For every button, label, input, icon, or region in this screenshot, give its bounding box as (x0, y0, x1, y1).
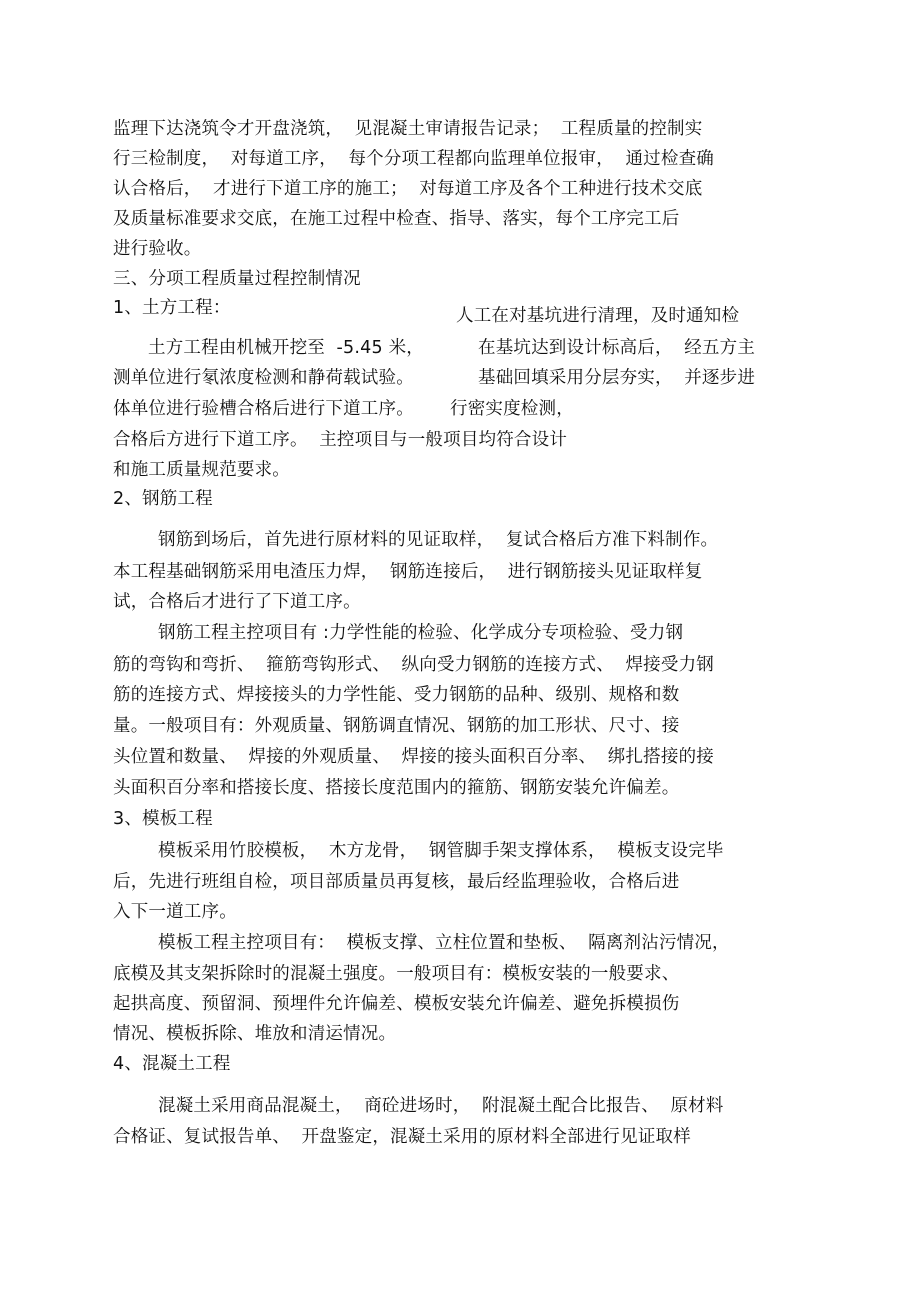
text-line: 入下一道工序。 (113, 902, 237, 922)
text-line: 筋的弯钩和弯折、 箍筋弯钩形式、 纵向受力钢筋的连接方式、 焊接受力钢 (113, 655, 714, 675)
text-line: 筋的连接方式、焊接接头的力学性能、受力钢筋的品种、级别、规格和数 (113, 685, 680, 705)
text-line: 本工程基础钢筋采用电渣压力焊， 钢筋连接后， 进行钢筋接头见证取样复 (113, 562, 703, 582)
text-line: 人工在对基坑进行清理，及时通知检 (456, 306, 740, 326)
text-line: 头面积百分率和搭接长度、搭接长度范围内的箍筋、钢筋安装允许偏差。 (113, 778, 680, 798)
text-line: 行三检制度， 对每道工序， 每个分项工程都向监理单位报审， 通过检查确 (113, 149, 714, 169)
text-line: 底模及其支架拆除时的混凝土强度。一般项目有：模板安装的一般要求、 (113, 964, 680, 984)
text-line: 土方工程由机械开挖至 -5.45 米， (148, 338, 424, 358)
subsection-heading: 2、钢筋工程 (113, 489, 213, 509)
section-heading: 三、分项工程质量过程控制情况 (113, 269, 361, 289)
text-line: 体单位进行验槽合格后进行下道工序。 (113, 399, 414, 419)
text-line: 头位置和数量、 焊接的外观质量、 焊接的接头面积百分率、 绑扎搭接的接 (113, 747, 714, 767)
text-line: 试，合格后才进行了下道工序。 (113, 592, 361, 612)
text-line: 测单位进行氡浓度检测和静荷载试验。 (113, 368, 414, 388)
text-line: 合格证、复试报告单、 开盘鉴定，混凝土采用的原材料全部进行见证取样 (113, 1127, 691, 1147)
text-line: 模板采用竹胶模板， 木方龙骨， 钢管脚手架支撑体系， 模板支设完毕 (158, 841, 724, 861)
subsection-heading: 1、土方工程： (113, 298, 231, 318)
text-line: 混凝土采用商品混凝土， 商砼进场时， 附混凝土配合比报告、 原材料 (158, 1096, 724, 1116)
text-line: 合格后方进行下道工序。 主控项目与一般项目均符合设计 (113, 430, 568, 450)
text-line: 钢筋到场后，首先进行原材料的见证取样， 复试合格后方准下料制作。 (158, 530, 719, 550)
text-line: 钢筋工程主控项目有 :力学性能的检验、化学成分专项检验、受力钢 (158, 623, 684, 643)
text-line: 进行验收。 (113, 239, 202, 259)
subsection-heading: 3、模板工程 (113, 809, 213, 829)
text-line: 量。一般项目有：外观质量、钢筋调直情况、钢筋的加工形状、尺寸、接 (113, 716, 680, 736)
text-line: 起拱高度、预留洞、预埋件允许偏差、模板安装允许偏差、避免拆模损伤 (113, 994, 680, 1014)
subsection-heading: 4、混凝土工程 (113, 1054, 231, 1074)
text-line: 及质量标准要求交底，在施工过程中检查、指导、落实，每个工序完工后 (113, 209, 680, 229)
text-line: 和施工质量规范要求。 (113, 460, 290, 480)
text-line: 基础回填采用分层夯实， 并逐步进 (478, 368, 756, 388)
text-line: 后，先进行班组自检，项目部质量员再复核，最后经监理验收，合格后进 (113, 872, 680, 892)
text-line: 行密实度检测， (450, 399, 574, 419)
text-line: 在基坑达到设计标高后， 经五方主 (478, 338, 756, 358)
text-line: 认合格后， 才进行下道工序的施工； 对每道工序及各个工种进行技术交底 (113, 179, 703, 199)
text-line: 情况、模板拆除、堆放和清运情况。 (113, 1024, 397, 1044)
text-line: 模板工程主控项目有： 模板支撑、立柱位置和垫板、 隔离剂沾污情况， (158, 933, 730, 953)
text-line: 监理下达浇筑令才开盘浇筑， 见混凝土审请报告记录； 工程质量的控制实 (113, 119, 703, 139)
